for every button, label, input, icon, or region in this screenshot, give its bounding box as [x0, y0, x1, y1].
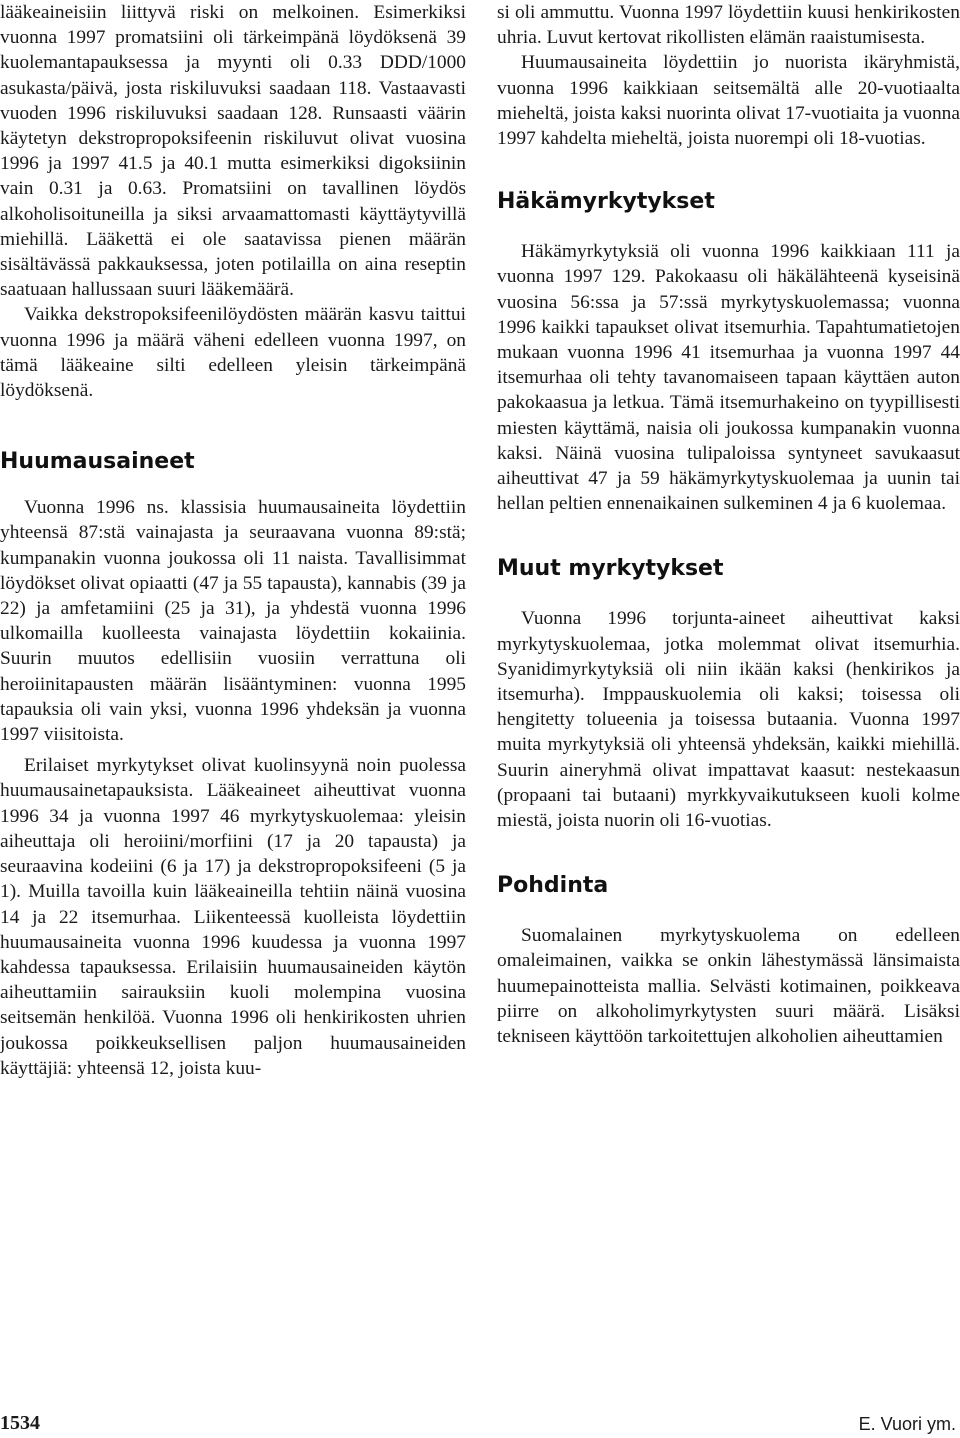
paragraph: Vuonna 1996 ns. klassisia huumausaineita löydettiin yhteensä 87:stä vainajasta ja seuraavana vuonna 89:stä; kumpanakin vuonna joukossa oli 11 naista. Tavallisimmat löydökset olivat opiaatti (47 ja 55 tapausta), kannabis (39 ja 22) ja amfetamiini (25 ja 31), ja yhdestä vuonna 1996 ulkomailla kuolleesta vainajasta löydettiin kokaiinia. Suurin muutos edellisiin vuosiin verrattuna oli heroiinitapausten määrän lisääntyminen: vuonna 1995 tapauksia oli vain yksi, vuonna 1996 yhdeksän ja vuonna 1997 viisitoista. [0, 497, 466, 746]
right-column [497, 0, 960, 1049]
page-number: 1534 [0, 1412, 40, 1434]
paragraph: lääkeaineisiin liittyvä riski on melkoinen. Esimerkiksi vuonna 1997 promatsiini oli tärkeimpänä löydöksenä 39 kuolemantapauksessa ja myynti oli 0.33 DDD/1000 asukasta/päivä, josta riskiluvuksi saadaan 118. Vastaavasti vuoden 1996 riskiluvuksi saadaan 128. Runsaasti väärin käytetyn dekstropropoksifeenin riskiluvut olivat vuosina 1996 ja 1997 41.5 ja 40.1 mutta esimerkiksi digoksiinin vain 0.31 ja 0.63. Promatsiini on tavallinen löydös alkoholisoituneilla ja siksi arvaamattomasti käyttäytyvillä miehillä. Lääkettä ei ole saatavissa pienen määrän sisältävässä pakkauksessa, joten potilailla on aina reseptin saatuaan hallussaan suuri lääkemäärä. [0, 2, 466, 301]
paragraph: Huumausaineita löydettiin jo nuorista ikäryhmistä, vuonna 1996 kaikkiaan seitsemältä alle 20-vuotiaalta mieheltä, joista kaksi nuorinta olivat 17-vuotiaita ja vuonna 1997 kahdelta mieheltä, joista nuorempi oli 18-vuotias. [497, 52, 960, 150]
section-heading-hakamyrkytykset: Häkämyrkytykset [497, 189, 715, 215]
paragraph: Erilaiset myrkytykset olivat kuolinsyynä noin puolessa huumausainetapauksista. Lääkeaineet aiheuttivat vuonna 1996 34 ja vuonna 1997 46 myrkytyskuolemaa: yleisin aiheuttaja oli heroiini/morfiini (17 ja 20 tapausta) ja seuraavina kodeiini (6 ja 17) ja dekstropropoksifeeni (5 ja 1). Muilla tavoilla kuin lääkeaineilla tehtiin näinä vuosina 14 ja 22 itsemurhaa. Liikenteessä kuolleista löydettiin huumausaineita vuonna 1996 kuudessa ja vuonna 1997 kahdessa tapauksessa. Erilaisiin huumausaineiden käytön aiheuttamiin sairauksiin kuoli molempina vuosina seitsemän henkilöä. Vuonna 1996 oli henkirikosten uhrien joukossa poikkeuksellisen paljon huumausaineiden käyttäjiä: yhteensä 12, joista kuu- [0, 755, 466, 1079]
paragraph: Vuonna 1996 torjunta-aineet aiheuttivat kaksi myrkytyskuolemaa, jotka molemmat olivat itsemurhia. Syanidimyrkytyksiä oli niin ikään kaksi (henkirikos ja itsemurha). Imppauskuolemia oli kaksi; toisessa oli hengitetty tolueenia ja toisessa butaania. Vuonna 1997 muita myrkytyksiä oli yhteensä yhdeksän, kaikki miehillä. Suurin aineryhmä olivat impattavat kaasut: nestekaasun (propaani tai butaani) myrkkyvaikutukseen kuoli kolme miestä, joista nuorin oli 16-vuotias. [497, 608, 960, 832]
paragraph: Häkämyrkytyksiä oli vuonna 1996 kaikkiaan 111 ja vuonna 1997 129. Pakokaasu oli häkälähteenä kyseisinä vuosina 56:ssa ja 57:ssä myrkytyskuolemassa; vuonna 1996 kaikki tapaukset olivat itsemurhia. Tapahtumatietojen mukaan vuonna 1996 41 itsemurhaa ja vuonna 1997 44 itsemurhaa oli tehty tavanomaiseen tapaan käyttäen auton pakokaasua ja letkua. Tämä itsemurhakeino on tyypillisesti miesten käyttämä, naisia oli joukossa kumpanakin vuonna kaksi. Näinä vuosina tulipaloissa syntyneet savukaasut aiheuttivat 47 ja 59 häkämyrkytyskuolemaa ja uunin tai hellan peltien ennenaikainen sulkeminen 4 ja 6 kuolemaa. [497, 241, 960, 515]
running-author: E. Vuori ym. [858, 1414, 956, 1434]
paragraph: Vaikka dekstropoksifeenilöydösten määrän kasvu taittui vuonna 1996 ja määrä väheni edelleen vuonna 1997, on tämä lääkeaine silti edelleen yleisin tärkeimpänä löydöksenä. [0, 304, 466, 402]
section-heading-huumausaineet: Huumausaineet [0, 449, 195, 475]
section-heading-muut-myrkytykset: Muut myrkytykset [497, 556, 724, 582]
paragraph: si oli ammuttu. Vuonna 1997 löydettiin kuusi henkirikosten uhria. Luvut kertovat rikollisten elämän raaistumisesta. [497, 2, 960, 49]
section-heading-pohdinta: Pohdinta [497, 873, 609, 899]
paragraph: Suomalainen myrkytyskuolema on edelleen omaleimainen, vaikka se onkin lähestymässä länsimaista huumepainotteista mallia. Selvästi kotimainen, poikkeava piirre on alkoholimyrkytysten suuri määrä. Lisäksi tekniseen käyttöön tarkoitettujen alkoholien aiheuttamien [497, 925, 960, 1048]
left-column [0, 0, 466, 1081]
